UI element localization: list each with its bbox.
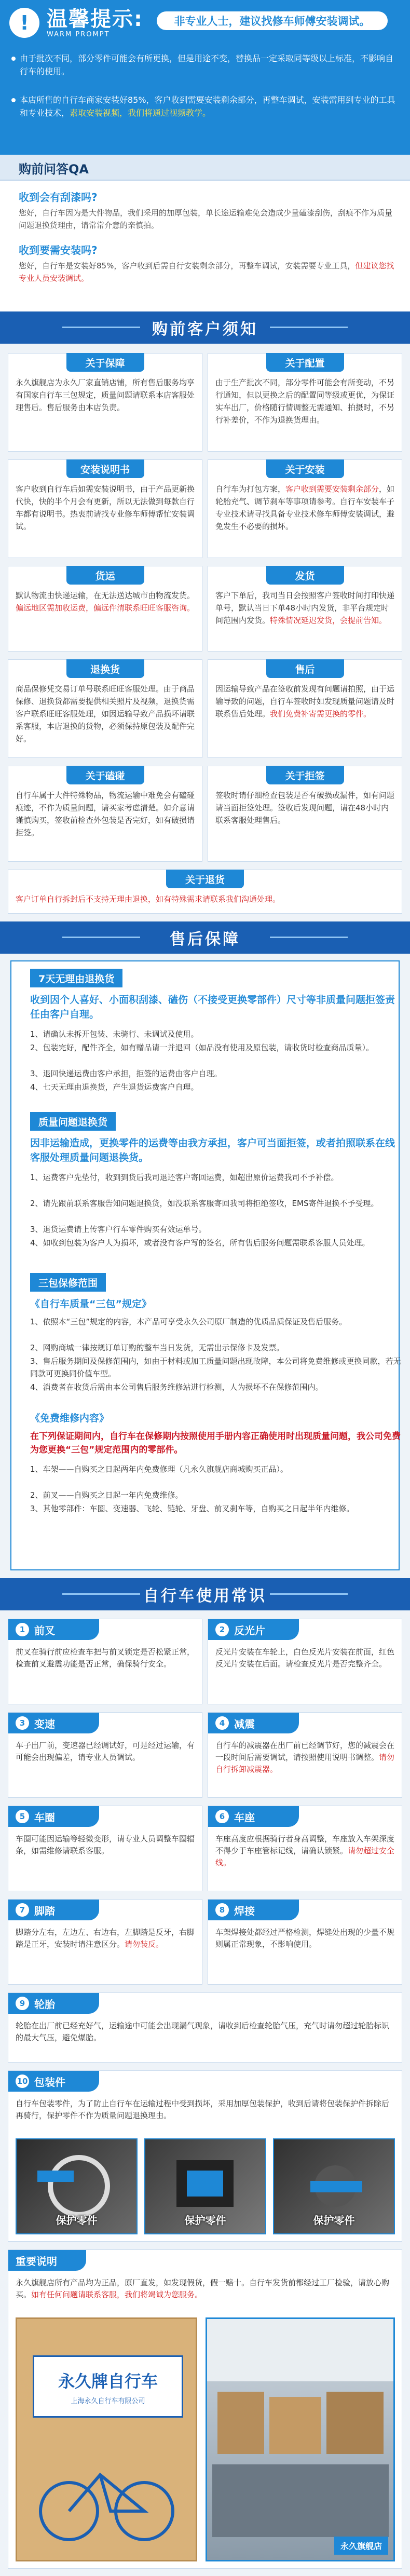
free-repair-line: 1、车架——自购买之日起两年内免费修理（凡永久旗舰店商城购买正品）。	[30, 1465, 289, 1474]
notice-box-text: 客户下单后，我司当日会按照客户签收时间打印快递单号，默认当日下单48小时内发货，非平台规定时间范围内发货。特殊情况延迟发货，会提前告知。	[215, 591, 395, 625]
free-repair-subtitle: 《免费维修内容》	[30, 1413, 110, 1424]
qa-answer-2	[19, 260, 398, 284]
warm-prompt-banner	[0, 0, 410, 155]
photo-caption: 保护零件	[313, 2214, 355, 2227]
aftersales-title-bar	[0, 921, 410, 954]
notice-box-install	[208, 459, 402, 558]
warehouse-photo	[206, 2317, 395, 2561]
bullet-icon	[11, 98, 16, 102]
usage-card-head: 5 车圈	[8, 1806, 99, 1827]
exclamation-icon: !	[9, 8, 39, 38]
notice-section-title-bar	[0, 311, 410, 344]
notice-box-tag: 关于拒签	[266, 766, 344, 784]
free-repair-line: 2、前叉——自购买之日起一年内免费维修。	[30, 1490, 183, 1500]
professional-install-pill: 非专业人士，建议找修车师傅安装调试。	[157, 11, 388, 30]
usage-card-text: 车圈可能因运输等轻微变形，请专业人员调整车圈辐条，如需维修请联系客服。	[16, 1834, 195, 1855]
notice-box-text: 由于生产批次不同，部分零件可能会有所变动，不另行通知，但以更换之后的配置同等级或更优，为保证实车出厂，价格随行情调整无需通知、拍摄时，不另行补差价，不作为退换货理由。	[215, 378, 395, 425]
notice-box-aftersales	[208, 659, 402, 758]
notice-box-config	[208, 353, 402, 452]
three-guarantee-line: 3、售后服务期间及保修范围内，如由于材料或加工质量问题出现故障，本公司将免费维修或更换同款，若无同款可更换同价值车型。	[30, 1357, 401, 1378]
notice-box-text: 自行车为打包方案，客户收到需要安装剩余部分，如轮胎充气、调节刹车等事项请参考。自行车安装车子专业技术请寻找具备专业技术修车师傅安装调试，避免发生不必要的损坏。	[215, 484, 395, 531]
quality-line: 4、如收到包装为客户人为损坏，或者没有客户写的签名，所有售后服务问题需联系客服人员处理。	[30, 1238, 370, 1248]
qa-answer-1: 您好，自行车因为是大件物品，我们采用的加厚包装，单长途运输难免会造成少量磕漆刮伤，刮痕不作为质量问题退换货理由，请常常介意的亲慎拍。	[19, 208, 393, 230]
shipping-box-photo	[16, 2317, 197, 2561]
warm-prompt-title: 温馨提示:	[47, 7, 143, 31]
notice-box-text: 默认物流由快递运输，在无法送达城市由物流发货。偏远地区需加收运费，偏远件清联系旺旺客服咨询。	[16, 591, 195, 613]
usage-card-head: 1 前叉	[8, 1619, 99, 1640]
three-guarantee-line: 2、网购商城一律按规订单订购的整车当日发货，无需出示保修卡及发票。	[30, 1343, 284, 1352]
usage-card-head: 3 变速	[8, 1713, 99, 1733]
notice-item-1	[20, 52, 399, 78]
sevenday-line: 1、请确认未拆开包装、未骑行、未调试及使用。	[30, 1029, 199, 1039]
notice-box-text: 签收时请仔细检查包装是否有破损或漏件，如有问题请当面拒签处理。签收后发现问题，请在48小时内联系客服处理售后。	[215, 791, 395, 825]
brand-label	[33, 2355, 183, 2418]
notice-box-tag: 关于退货	[166, 870, 244, 888]
usage-card-head: 8 焊接	[208, 1900, 299, 1920]
usage-card-text: 车座高度应根据骑行者身高调整，车座放入车架深度不得少于车座管标记线，请确认锁紧。请勿超过安全线。	[215, 1834, 395, 1867]
usage-title: 自行车使用常识	[143, 1587, 267, 1605]
quality-line: 1、运费客户先垫付，收到到货后我司退还客户寄回运费，如超出原价运费我司不予补偿。	[30, 1173, 339, 1182]
important-text: 永久旗舰店所有产品均为正品，原厂直发，如发现假货，假一赔十。自行车发货前都经过工厂检验，请放心购买。如有任何问题请联系客服，我们将竭诚为您服务。	[16, 2278, 390, 2299]
usage-card-text: 轮胎在出厂前已经充好气，运输途中可能会出现漏气现象，请收到后检查轮胎气压，充气时请勿超过轮胎标识的最大气压，避免爆胎。	[16, 2021, 390, 2042]
qa-title-bar	[0, 155, 410, 181]
usage-card-text: 前叉在骑行前应检查车把与前叉锁定是否松紧正常，检查前叉避震功能是否正常，确保骑行安全。	[16, 1647, 195, 1669]
notice-box-tag: 关于保障	[66, 353, 144, 372]
notice-box-tag: 货运	[66, 566, 144, 585]
usage-title-bar	[0, 1578, 410, 1610]
bullet-icon	[11, 57, 16, 61]
bicycle-icon	[17, 2433, 196, 2558]
sevenday-tag: 7天无理由退换货	[30, 969, 122, 987]
notice-box-tag: 发货	[266, 566, 344, 585]
usage-card-head: 10 包装件	[8, 2071, 99, 2092]
three-guarantee-line: 1、依照本“三包”规定的内容，本产品可享受永久公司原厂制造的优质品质保证及售后服务。	[30, 1317, 347, 1326]
qa-answer-2-highlight: 但建议您找专业人员安装调试。	[19, 261, 394, 283]
usage-card-saddle	[208, 1806, 402, 1891]
notice-item-text: 本店所售的自行车商家安装好85%，客户收到需要安装剩余部分，再整车调试，安装需用到专业的工具和专业技术，	[20, 95, 395, 118]
photo-caption: 保护零件	[184, 2214, 226, 2227]
notice-box-text: 永久旗舰店为永久厂家直销店铺，所有售后服务均享有国家自行车三包规定，质量问题请联系本店客服处理售后。售后服务由本店负责。	[16, 378, 195, 412]
notice-box-tag: 售后	[266, 659, 344, 678]
qa-answer-2-text: 您好，自行车是安装好85%，客户收到后需自行安装剩余部分，再整车调试，安装需要专业工具，	[19, 261, 356, 270]
notice-item-2	[20, 93, 399, 119]
notice-box-refuse	[208, 766, 402, 862]
usage-card-text: 反光片安装在车轮上，白色反光片安装在前面，红色反光片安装在后面。请检查反光片是否完整齐全。	[215, 1647, 395, 1669]
warehouse-label: 永久旗舰店	[334, 2537, 388, 2555]
qa-question-1: 收到会有刮漆吗?	[19, 191, 98, 204]
usage-card-packaging	[8, 2070, 402, 2242]
notice-box-text: 自行车属于大件特殊物品，物流运输中难免会有磕碰痕迹，不作为质量问题，请买家考虑清楚。如介意请谨慎购买，签收前检查外包装是否完好，如有破损请拒签。	[16, 791, 195, 837]
notice-box-text: 客户收到自行车后如需安装说明书，由于产品更新换代快，快的半个月会有更新，所以无法做到每款自行车都有说明书。热衷前请找专业修车师傅帮忙安装调试。	[16, 484, 195, 531]
brand-name: 永久牌自行车	[58, 2371, 158, 2391]
notice-box-return-policy	[8, 870, 402, 914]
notice-item-highlight: 素取安装视频，我们将通过视频教学。	[70, 108, 211, 118]
notice-box-tag: 退换货	[66, 659, 144, 678]
important-note-card	[8, 2249, 402, 2569]
usage-card-rim	[8, 1806, 202, 1891]
qa-section	[0, 155, 410, 311]
notice-box-tag: 关于磕碰	[66, 766, 144, 784]
qa-title: 购前问答QA	[19, 162, 89, 177]
notice-box-manual	[8, 459, 202, 558]
free-repair-line: 3、其他零部件：车圈、变速器、飞轮、链轮、牙盘、前叉刹车等，自购买之日起半年内维修。	[30, 1504, 354, 1513]
notice-box-returns	[8, 659, 202, 758]
usage-card-tire	[8, 1992, 402, 2063]
usage-card-gears	[8, 1712, 202, 1798]
usage-card-reflector	[208, 1619, 402, 1704]
notice-section-title: 购前客户须知	[152, 320, 258, 338]
usage-card-head: 9 轮胎	[8, 1993, 99, 2014]
usage-card-head: 2 反光片	[208, 1619, 299, 1640]
quality-highlight: 因非运输造成，更换零件的运费等由我方承担，客户可当面拒签，或者拍照联系在线客服处理质量问题退换货。	[30, 1137, 395, 1163]
notice-box-text: 商品保修凭交易订单号联系旺旺客服处理。由于商品保修、退换货都需要提供相关照片及视频，退换货需客户联系旺旺客服处理，如因运输导致产品损坏请联系客服，本店退换的货物，必须保持原包装及配件完好。	[16, 684, 195, 743]
packaging-photo-1	[16, 2138, 138, 2234]
sevenday-highlight: 收到因个人喜好、小面积刮漆、磕伤（不接受更换零部件）尺寸等非质量问题拒签责任由客户自理。	[30, 994, 395, 1020]
notice-box-tag: 安装说明书	[66, 459, 144, 478]
quality-tag: 质量问题退换货	[30, 1112, 116, 1131]
aftersales-title: 售后保障	[170, 930, 240, 948]
important-tag: 重要说明	[8, 2250, 86, 2271]
notice-box-text: 因运输导致产品在签收前发现有问题请拍照，由于运输导致的问题，自行车签收时如发现质量问题请及时联系售后处理。我们免费补寄需更换的零件。	[215, 684, 395, 718]
three-guarantee-tag: 三包保修范围	[30, 1273, 106, 1292]
usage-card-head: 6 车座	[208, 1806, 299, 1827]
usage-card-head: 4 减震	[208, 1713, 299, 1733]
usage-card-text: 脚踏分左右，左边左、右边右，左脚踏是反牙，右脚踏是正牙，安装时请注意区分。请勿装反。	[16, 1928, 195, 1949]
usage-card-head: 7 脚踏	[8, 1900, 99, 1920]
usage-card-welding	[208, 1899, 402, 1985]
usage-card-pedal	[8, 1899, 202, 1985]
notice-box-guarantee	[8, 353, 202, 452]
notice-box-shipping	[8, 566, 202, 652]
quality-line: 2、请先跟前联系客服告知问题退换货，如没联系客服寄回我司将拒绝签收，EMS寄件退换不予受理。	[30, 1199, 379, 1208]
qa-question-2: 收到要需安装吗?	[19, 244, 98, 256]
quality-line: 3、退货运费请上传客户行车零件购买有效运单号。	[30, 1225, 207, 1234]
warehouse-illustration	[207, 2319, 393, 2547]
photo-caption: 保护零件	[56, 2214, 98, 2227]
three-guarantee-line: 4、消费者在收货后需由本公司售后服务维修站进行检测，人为损坏不在保修范围内。	[30, 1382, 323, 1392]
sevenday-line: 2、包装完好，配件齐全，如有赠品请一并退回（如品没有使用及原包装，请收货时检查商品质量）。	[30, 1043, 374, 1052]
notice-box-tag: 关于配置	[266, 353, 344, 372]
free-repair-highlight: 在下列保证期间内，自行车在保修期内按照使用手册内容正确使用时出现质量问题，我公司免费为您更换“三包”规定范围内的零部件。	[30, 1431, 401, 1455]
packaging-photo-2	[144, 2138, 266, 2234]
usage-card-text: 车子出厂前，变速器已经调试好，可是经过运输，有可能会出现偏差，请专业人员调试。	[16, 1741, 195, 1762]
packaging-photo-3	[273, 2138, 395, 2234]
warm-prompt-subtitle: WARM PROMPT	[47, 30, 110, 38]
sevenday-line: 3、退回快递运费由客户承担，拒签的运费由客户自理。	[30, 1069, 222, 1078]
usage-card-text: 自行车包装零件，为了防止自行车在运输过程中受到损坏，采用加厚包装保护，收到后请将包装保护件拆除后再骑行，保护零件不作为质量问题退换理由。	[16, 2099, 390, 2120]
brand-company: 上海永久自行车有限公司	[71, 2397, 145, 2405]
notice-box-bumps	[8, 766, 202, 862]
three-guarantee-subtitle: 《自行车质量“三包”规定》	[30, 1298, 152, 1310]
notice-box-dispatch	[208, 566, 402, 652]
warm-prompt-titles	[39, 8, 143, 38]
usage-card-suspension	[208, 1712, 402, 1798]
sevenday-line: 4、七天无理由退换货，产生退货运费客户自理。	[30, 1082, 199, 1092]
aftersales-panel	[10, 960, 400, 1570]
notice-item-text: 由于批次不同，部分零件可能会有所更换，但是用途不变，替换品一定采取同等级以上标准，不影响自行车的使用。	[20, 53, 394, 76]
usage-card-text: 车架焊接处都经过严格检测，焊缝处出现的少量不规则属正常现象，不影响使用。	[215, 1928, 395, 1949]
usage-card-text: 自行车的减震器在出厂前已经调节好，您的减震会在一段时间后需要调试，请按照使用说明书调整。请勿自行拆卸减震器。	[215, 1741, 395, 1774]
usage-card-fork	[8, 1619, 202, 1704]
notice-box-tag: 关于安装	[266, 459, 344, 478]
notice-box-text: 客户订单自行拆封后不支持无理由退换，如有特殊需求请联系我们沟通处理。	[16, 894, 281, 904]
